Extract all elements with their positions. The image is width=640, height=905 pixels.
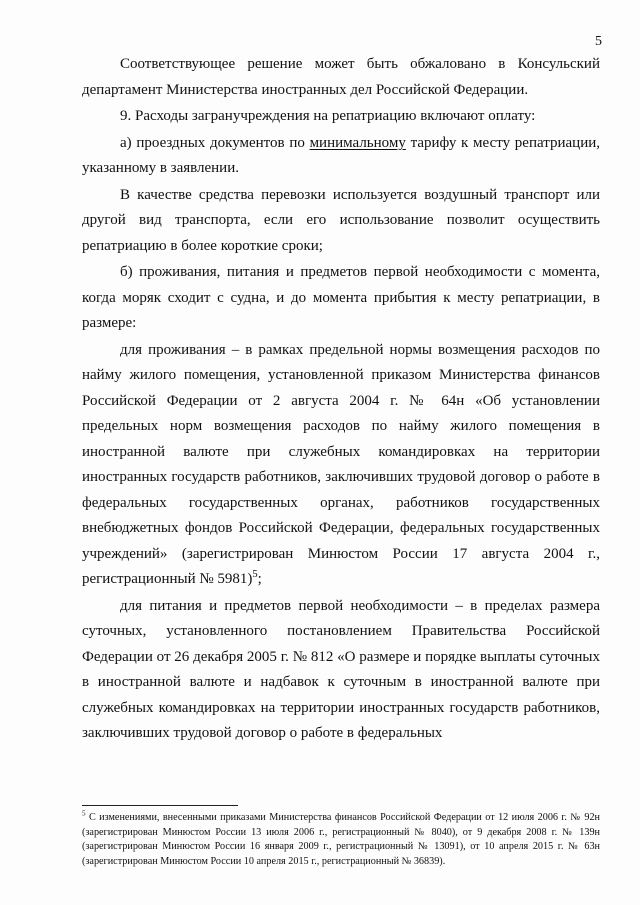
item-a-text-start: а) проездных документов по [120,134,310,151]
paragraph-transport: В качестве средства перевозки используется воздушный транспорт или другой вид транспорта, если его использование позволит осуществить репатриацию в более короткие сроки; [82,186,600,254]
footnote-reference: 5 [252,569,258,580]
footnote [82,811,600,869]
footnote-text: С изменениями, внесенными приказами Министерства финансов Российской Федерации от 12 июля 2006 г. № 92н (зарегистрирован Минюстом России 13 июля 2006 г., регистрационный № 8040), от 9 декабря 2008 г. № 139н (зарегистрирован Минюстом России 16 января 2009 г., регистрационный № 13091), от 10 апреля 2015 г. № 63н (зарегистрирован Минюстом России 10 апреля 2015 г., регистрационный № 36839). [82,812,600,867]
page-number: 5 [595,34,602,49]
item-a-text-end: тарифу к месту репатриации, указанному в заявлении. [82,134,601,176]
paragraph-accommodation [82,338,600,593]
paragraph-appeal: Соответствующее решение может быть обжаловано в Консульский департамент Министерства иностранных дел Российской Федерации. [82,56,600,98]
underlined-word: минимальному [309,134,406,151]
paragraph-item-9: 9. Расходы загранучреждения на репатриацию включают оплату: [120,108,536,124]
paragraph-item-b: б) проживания, питания и предметов первой необходимости с момента, когда моряк сходит с судна, и до момента прибытия к месту репатриации, в размере: [82,264,600,331]
footnote-separator [82,805,238,806]
accommodation-end: ; [257,571,262,587]
footnote-marker: 5 [82,809,86,818]
accommodation-text: для проживания – в рамках предельной нормы возмещения расходов по найму жилого помещения, установленной приказом Министерства финансов Российской Федерации от 2 августа 2004 г. № 64н «Об установлении предельных норм возмещения расходов по найму жилого помещения в иностранной валюте при служебных командировках на территории иностранных государств работников, заключивших трудовой договор о работе в федеральных государственных органах, работников государственных внебюджетных фондов Российской Федерации, федеральных государственных учреждений» (зарегистрирован Минюстом России 17 августа 2004 г., регистрационный № 5981) [82,341,600,587]
paragraph-meals: для питания и предметов первой необходимости – в пределах размера суточных, установленного постановлением Правительства Российской Федерации от 26 декабря 2005 г. № 812 «О размере и порядке выплаты суточных в иностранной валюте и надбавок к суточным в иностранной валюте при служебных командировках на территории иностранных государств работников, заключивших трудовой договор о работе в федеральных [82,597,600,741]
document-body [82,52,600,748]
paragraph-item-a [82,131,600,182]
